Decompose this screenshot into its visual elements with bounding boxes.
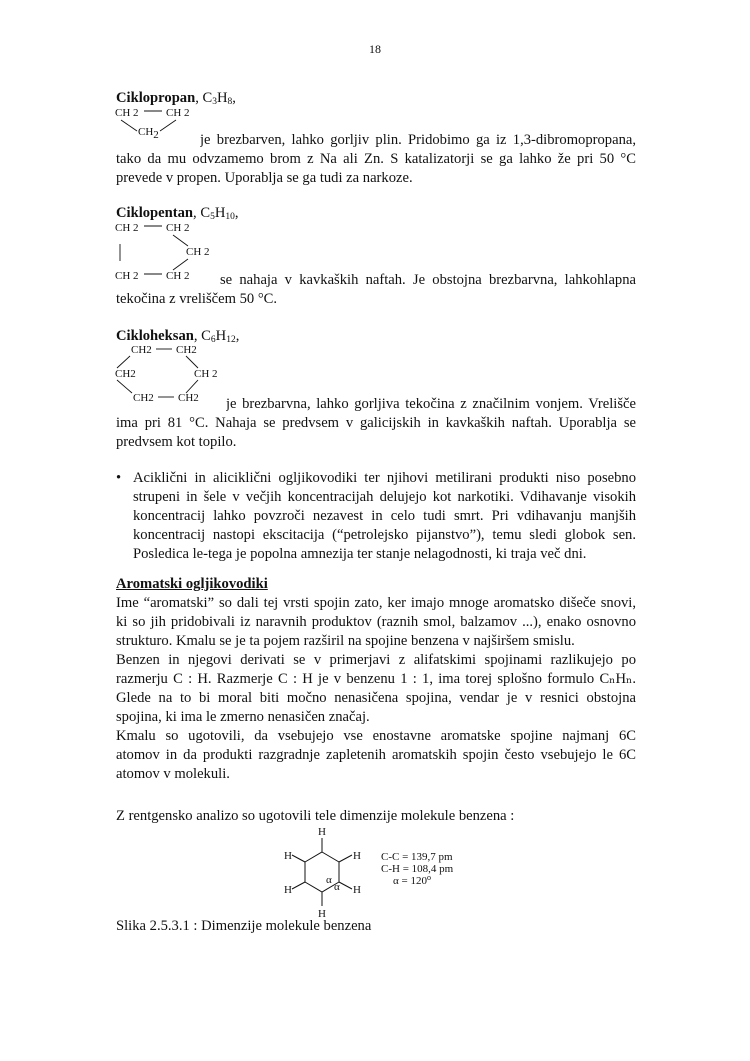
cyclopropane-title: Ciklopropan, $C_3H_8$, xyxy=(116,90,236,107)
paragraph-line: strukturo. Kmalu se je ta pojem razširil na spojine benzena v najširšem smislu. xyxy=(116,633,575,649)
paragraph-line: tekočina z vreliščem 50 °C. xyxy=(116,291,278,307)
h-atom: H xyxy=(353,884,361,896)
svg-text:CH2: CH2 xyxy=(138,126,159,141)
benzene-diagram xyxy=(270,822,490,922)
paragraph-line: razmerju C : H. Razmerje C : H je v benzenu 1 : 1, ima torej splošno formulo CₙHₙ. xyxy=(116,671,636,687)
bond-angle: $\alpha = 120^o$ xyxy=(393,873,431,887)
bullet-line: koncentracij lahko povzroči nezavest in celo tudi smrt. Pri vdihavanju manjših xyxy=(133,508,636,524)
angle-label: α xyxy=(334,881,340,893)
bullet-line: Posledica le-tega je popolna amnezija ter stanje nelagodnosti, ki traja več dni. xyxy=(133,546,587,562)
svg-text:CH2: CH2 xyxy=(178,392,199,404)
page-number: 18 xyxy=(369,42,381,56)
svg-text:CH 2: CH 2 xyxy=(115,222,139,234)
cyclopentane-structure xyxy=(112,219,222,284)
h-atom: H xyxy=(318,826,326,838)
svg-text:CH2: CH2 xyxy=(131,344,152,356)
paragraph-line: je brezbarvna, lahko gorljiva tekočina z značilnim vonjem. Vrelišče xyxy=(226,396,636,412)
paragraph-line: ima pri 81 °C. Nahaja se predvsem v galicijskih in kavkaških naftah. Uporablja se xyxy=(116,415,636,431)
paragraph-line: spojina, ki ima le zmerno nenasičen značaj. xyxy=(116,709,370,725)
svg-text:CH 2: CH 2 xyxy=(166,107,190,119)
bullet-line: strupeni in šele v večjih koncentracijah delujejo kot narkotiki. Vdihavanje visokih xyxy=(133,489,636,505)
h-atom: H xyxy=(284,884,292,896)
svg-text:CH 2: CH 2 xyxy=(166,270,190,282)
paragraph-line: se nahaja v kavkaških naftah. Je obstojna brezbarvna, lahkohlapna xyxy=(220,272,636,288)
ch-bond-length: C-H = 108,4 pm xyxy=(381,863,454,875)
svg-text:CH2: CH2 xyxy=(176,344,197,356)
paragraph-line: prevede v propen. Uporablja se ga tudi za narkoze. xyxy=(116,170,413,186)
bullet-line: Aciklični in aliciklični ogljikovodiki ter njihovi metilirani produkti niso posebno xyxy=(133,470,636,486)
angle-label: α xyxy=(326,874,332,886)
bullet-icon: • xyxy=(116,470,122,486)
svg-text:CH 2: CH 2 xyxy=(194,368,218,380)
h-atom: H xyxy=(353,850,361,862)
h-atom: H xyxy=(318,908,326,920)
paragraph-line: predvsem kot topilo. xyxy=(116,434,237,450)
cyclopropane-structure xyxy=(112,104,212,144)
cc-bond-length: C-C = 139,7 pm xyxy=(381,851,453,863)
svg-text:CH 2: CH 2 xyxy=(115,270,139,282)
svg-text:CH2: CH2 xyxy=(133,392,154,404)
paragraph-line: tako da mu odvzamemo brom z Na ali Zn. S katalizatorji se ga lahko že pri 50 °C xyxy=(116,151,636,167)
svg-text:CH 2: CH 2 xyxy=(115,107,139,119)
paragraph-line: je brezbarven, lahko gorljiv plin. Pridobimo ga iz 1,3-dibromopropana, xyxy=(200,132,636,148)
paragraph-line: Benzen in njegovi derivati se v primerjavi z alifatskimi spojinami razlikujejo po xyxy=(116,652,636,668)
paragraph-line: ki so jih pridobivali iz naravnih produktov (raznih smol, balzamov ...), enako osnovno xyxy=(116,614,636,630)
h-atom: H xyxy=(284,850,292,862)
paragraph-line: Ime “aromatski” so dali tej vrsti spojin zato, ker imajo mnoge aromatsko dišeče snovi, xyxy=(116,595,636,611)
bullet-line: koncentracij nastopi ekscitacija (“petrolejsko pijanstvo”), temu sledi globok sen. xyxy=(133,527,636,543)
xray-intro: Z rentgensko analizo so ugotovili tele dimenzije molekule benzena : xyxy=(116,808,515,824)
cyclohexane-title: Cikloheksan, $C_6H_{12}$, xyxy=(116,328,240,345)
paragraph-line: atomov v molekuli. xyxy=(116,766,230,782)
svg-text:CH 2: CH 2 xyxy=(186,246,210,258)
paragraph-line: Glede na to bi moral biti močno nenasičena spojina, vendar je v resnici obstojna xyxy=(116,690,636,706)
paragraph-line: atomov in da produkti razgradnje zapletenih aromatskih spojin često vsebujejo le 6C xyxy=(116,747,636,763)
svg-text:CH2: CH2 xyxy=(115,368,136,380)
figure-caption: Slika 2.5.3.1 : Dimenzije molekule benzena xyxy=(116,918,372,934)
paragraph-line: Kmalu so ugotovili, da vsebujejo vse enostavne aromatske spojine najmanj 6C xyxy=(116,728,636,744)
svg-text:CH 2: CH 2 xyxy=(166,222,190,234)
cyclohexane-structure xyxy=(112,342,222,407)
cyclopentane-title: Ciklopentan, $C_5H_{10}$, xyxy=(116,205,239,222)
section-heading: Aromatski ogljikovodiki xyxy=(116,576,268,592)
